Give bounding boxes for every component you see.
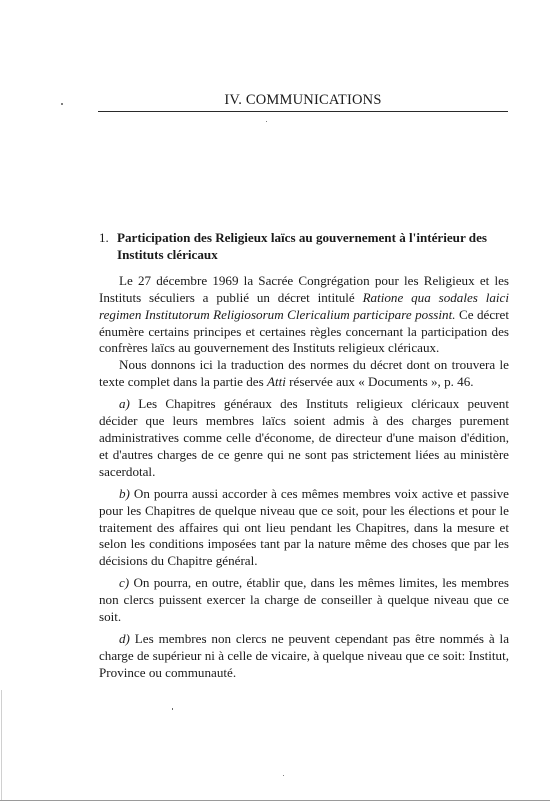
- second-text: Nous donnons ici la traduction des normes du décret dont on trouvera le texte complet dans la partie des: [99, 357, 509, 390]
- page-speck: [266, 121, 267, 122]
- page-speck: [61, 103, 63, 105]
- header-rule: [98, 111, 508, 112]
- item-text: Les membres non clercs ne peuvent cependant pas être nommés à la charge de supérieur ni à celle de vicaire, à quelque niveau que ce soit: Institut, Province ou communauté.: [99, 630, 509, 680]
- section-number: 1.: [99, 230, 109, 245]
- atti-word: Atti: [266, 374, 286, 390]
- intro-text: Le 27 décembre 1969 la Sacrée Congrégation pour les Religieux et les Instituts séculiers a publié un décret intitulé: [99, 272, 509, 305]
- item-letter: c): [119, 575, 130, 591]
- norm-item-a: [99, 396, 509, 481]
- section-title: Participation des Religieux laïcs au gouvernement à l'intérieur des Instituts cléricaux: [117, 230, 487, 262]
- norm-item-b: [99, 486, 509, 571]
- second-text-end: réservée aux « Documents », p. 46.: [285, 374, 474, 390]
- item-letter: d): [119, 630, 130, 646]
- norm-item-d: [99, 631, 509, 682]
- norm-item-c: [99, 575, 509, 626]
- item-text: On pourra, en outre, établir que, dans les mêmes limites, les membres non clercs puissent exercer la charge de conseiller à quelque niveau que ce soit.: [99, 575, 509, 625]
- item-letter: b): [119, 485, 130, 501]
- article-body: [99, 230, 509, 682]
- page-speck: [283, 775, 284, 776]
- second-paragraph: [99, 357, 509, 391]
- item-text: On pourra aussi accorder à ces mêmes membres voix active et passive pour les Chapitres de quelque niveau que ce soit, pour les élections et pour le traitement des affaires qui ont lieu pendant les Chapitres, dans la mesure et selon les conditions imposées tant par la nature même des choses que par les décisions du Chapitre général.: [99, 485, 509, 569]
- intro-paragraph: [99, 273, 509, 358]
- margin-line: [1, 690, 2, 800]
- intro-text-end: Ce décret énumère certains principes et certaines règles concernant la participation des confrères laïcs au gouvernement des Instituts religieux cléricaux.: [99, 306, 509, 356]
- section-heading: [99, 230, 509, 264]
- decree-title: Ratione qua sodales laici regimen Institutorum Religiosorum Clericalium participare possint.: [99, 289, 509, 322]
- item-text: Les Chapitres généraux des Instituts religieux cléricaux peuvent décider que leurs membres laïcs soient admis à des charges purement administratives comme celle d'économe, de directeur d'une maison d'édition, et d'autres charges de ce genre qui ne sont pas strictement liées au ministère sacerdotal.: [99, 396, 509, 479]
- bottom-edge-line: [0, 800, 550, 801]
- running-head: IV. COMMUNICATIONS: [224, 92, 382, 108]
- page-speck: [172, 708, 173, 710]
- item-letter: a): [119, 396, 130, 412]
